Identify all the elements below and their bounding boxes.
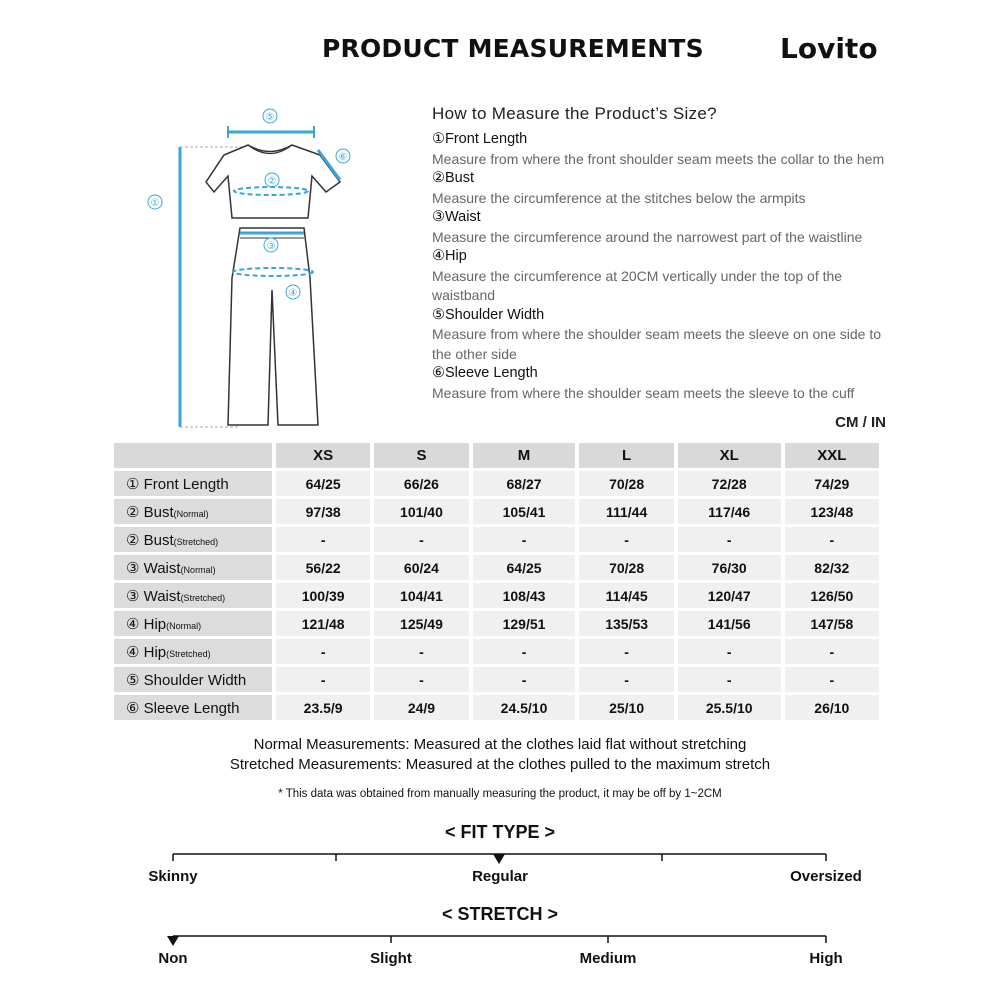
table-cell: 141/56 — [678, 611, 781, 636]
table-row — [114, 555, 879, 580]
table-cell: - — [473, 527, 576, 552]
row-label-text: ⑥ Sleeve Length — [126, 699, 240, 717]
table-row — [114, 695, 879, 720]
table-cell: 147/58 — [785, 611, 879, 636]
stretched-note: Stretched Measurements: Measured at the clothes pulled to the maximum stretch — [229, 756, 771, 773]
fit-type-indicator — [493, 854, 505, 864]
table-row — [114, 611, 879, 636]
table-row — [114, 471, 879, 496]
normal-note: Normal Measurements: Measured at the clothes laid flat without stretching — [253, 736, 747, 753]
fit-label-skinny: Skinny — [148, 868, 198, 885]
row-label-text: ④ Hip — [126, 643, 167, 661]
row-label-text: ② Bust — [126, 531, 174, 549]
stretch-scale — [160, 928, 840, 948]
size-header: XL — [678, 443, 781, 468]
brand-logo: Lovito — [780, 32, 878, 65]
table-cell: 66/26 — [374, 471, 468, 496]
table-cell: 108/43 — [473, 583, 576, 608]
size-header: M — [473, 443, 576, 468]
table-cell: 72/28 — [678, 471, 781, 496]
fit-type-scale — [160, 846, 840, 866]
table-cell: - — [374, 667, 468, 692]
row-label-text: ④ Hip — [126, 615, 167, 633]
hip-marker: ④ — [288, 288, 298, 299]
stretch-label-medium: Medium — [579, 950, 637, 967]
table-cell: 60/24 — [374, 555, 468, 580]
table-cell: 25/10 — [579, 695, 673, 720]
table-cell: - — [276, 527, 370, 552]
table-row — [114, 499, 879, 524]
table-cell: - — [785, 639, 879, 664]
table-cell: 121/48 — [276, 611, 370, 636]
table-cell: 64/25 — [473, 555, 576, 580]
stretch-label-high: High — [809, 950, 843, 967]
how-to-measure — [432, 104, 902, 403]
table-cell: 76/30 — [678, 555, 781, 580]
table-cell: 114/45 — [579, 583, 673, 608]
disclaimer-note: * This data was obtained from manually measuring the product, it may be off by 1~2CM — [278, 788, 722, 800]
shoulder-marker: ⑤ — [265, 112, 275, 123]
garment-diagram — [140, 100, 370, 435]
row-label-text: ② Bust — [126, 503, 174, 521]
table-header-row — [114, 443, 879, 468]
howto-item-shoulder-width: ⑤Shoulder Width Measure from where the shoulder seam meets the sleeve on one side to the other side — [432, 306, 882, 362]
table-cell: 105/41 — [473, 499, 576, 524]
table-cell: 100/39 — [276, 583, 370, 608]
howto-item-front-length: ①Front Length Measure from where the front shoulder seam meets the collar to the hem — [432, 131, 885, 167]
front-length-marker: ① — [150, 198, 160, 209]
page-title: PRODUCT MEASUREMENTS — [322, 34, 704, 63]
table-cell: - — [276, 667, 370, 692]
table-cell: 104/41 — [374, 583, 468, 608]
table-row — [114, 667, 879, 692]
table-cell: - — [678, 667, 781, 692]
row-label — [114, 499, 272, 524]
table-cell: 26/10 — [785, 695, 879, 720]
size-header: L — [579, 443, 673, 468]
table-cell: 101/40 — [374, 499, 468, 524]
size-header: S — [374, 443, 468, 468]
row-label — [114, 471, 272, 496]
table-cell: 25.5/10 — [678, 695, 781, 720]
table-cell: 97/38 — [276, 499, 370, 524]
table-cell: - — [374, 639, 468, 664]
row-label-sub: (Stretched) — [180, 592, 226, 603]
table-cell: 24.5/10 — [473, 695, 576, 720]
fit-label-regular: Regular — [472, 868, 528, 885]
row-label — [114, 639, 272, 664]
row-label-sub: (Stretched) — [166, 648, 211, 659]
row-label — [114, 611, 272, 636]
table-cell: - — [678, 527, 781, 552]
table-cell: 126/50 — [785, 583, 879, 608]
table-cell: - — [579, 639, 673, 664]
row-label-text: ③ Waist — [126, 587, 181, 605]
row-label-text: ① Front Length — [126, 475, 229, 493]
table-cell: - — [579, 667, 673, 692]
size-header: XS — [276, 443, 370, 468]
row-label-text: ⑤ Shoulder Width — [126, 671, 247, 689]
table-corner — [114, 443, 272, 468]
table-cell: 125/49 — [374, 611, 468, 636]
table-cell: - — [579, 527, 673, 552]
table-cell: 135/53 — [579, 611, 673, 636]
stretch-label-slight: Slight — [370, 950, 412, 967]
size-table — [110, 440, 883, 723]
table-cell: 111/44 — [579, 499, 673, 524]
table-row — [114, 583, 879, 608]
table-cell: - — [473, 667, 576, 692]
table-cell: - — [785, 667, 879, 692]
table-body — [114, 471, 879, 720]
table-cell: 120/47 — [678, 583, 781, 608]
sleeve-marker: ⑥ — [338, 152, 348, 163]
table-cell: 70/28 — [579, 555, 673, 580]
table-cell: 56/22 — [276, 555, 370, 580]
row-label — [114, 667, 272, 692]
table-cell: - — [785, 527, 879, 552]
stretch-indicator — [167, 936, 179, 946]
howto-item-bust: ②Bust Measure the circumference at the stitches below the armpits — [432, 170, 806, 206]
table-cell: - — [473, 639, 576, 664]
table-cell: 64/25 — [276, 471, 370, 496]
table-cell: 123/48 — [785, 499, 879, 524]
table-cell: 74/29 — [785, 471, 879, 496]
table-cell: 68/27 — [473, 471, 576, 496]
table-cell: 70/28 — [579, 471, 673, 496]
how-to-title: How to Measure the Product’s Size? — [432, 104, 717, 123]
table-cell: 117/46 — [678, 499, 781, 524]
row-label — [114, 527, 272, 552]
unit-label: CM / IN — [835, 414, 886, 431]
stretch-title: < STRETCH > — [441, 904, 559, 924]
bust-marker: ② — [267, 176, 277, 187]
waist-marker: ③ — [266, 241, 276, 252]
row-label-sub: (Stretched) — [173, 536, 219, 547]
row-label-text: ③ Waist — [126, 559, 181, 577]
row-label-sub: (Normal) — [173, 508, 209, 519]
row-label-sub: (Normal) — [180, 564, 216, 575]
size-header: XXL — [785, 443, 879, 468]
fit-label-oversized: Oversized — [790, 868, 862, 885]
howto-item-waist: ③Waist Measure the circumference around the narrowest part of the waistline — [432, 209, 863, 245]
table-cell: 129/51 — [473, 611, 576, 636]
row-label-sub: (Normal) — [166, 620, 202, 631]
table-cell: 82/32 — [785, 555, 879, 580]
row-label — [114, 583, 272, 608]
table-cell: - — [678, 639, 781, 664]
table-cell: - — [374, 527, 468, 552]
table-cell: 23.5/9 — [276, 695, 370, 720]
table-row — [114, 527, 879, 552]
stretch-label-non: Non — [158, 950, 188, 967]
table-cell: - — [276, 639, 370, 664]
howto-item-hip: ④Hip Measure the circumference at 20CM vertically under the top of the waistband — [432, 248, 843, 303]
table-cell: 24/9 — [374, 695, 468, 720]
row-label — [114, 695, 272, 720]
howto-item-sleeve-length: ⑥Sleeve Length Measure from where the shoulder seam meets the sleeve to the cuff — [432, 365, 855, 401]
fit-type-title: < FIT TYPE > — [444, 822, 556, 842]
table-row — [114, 639, 879, 664]
row-label — [114, 555, 272, 580]
